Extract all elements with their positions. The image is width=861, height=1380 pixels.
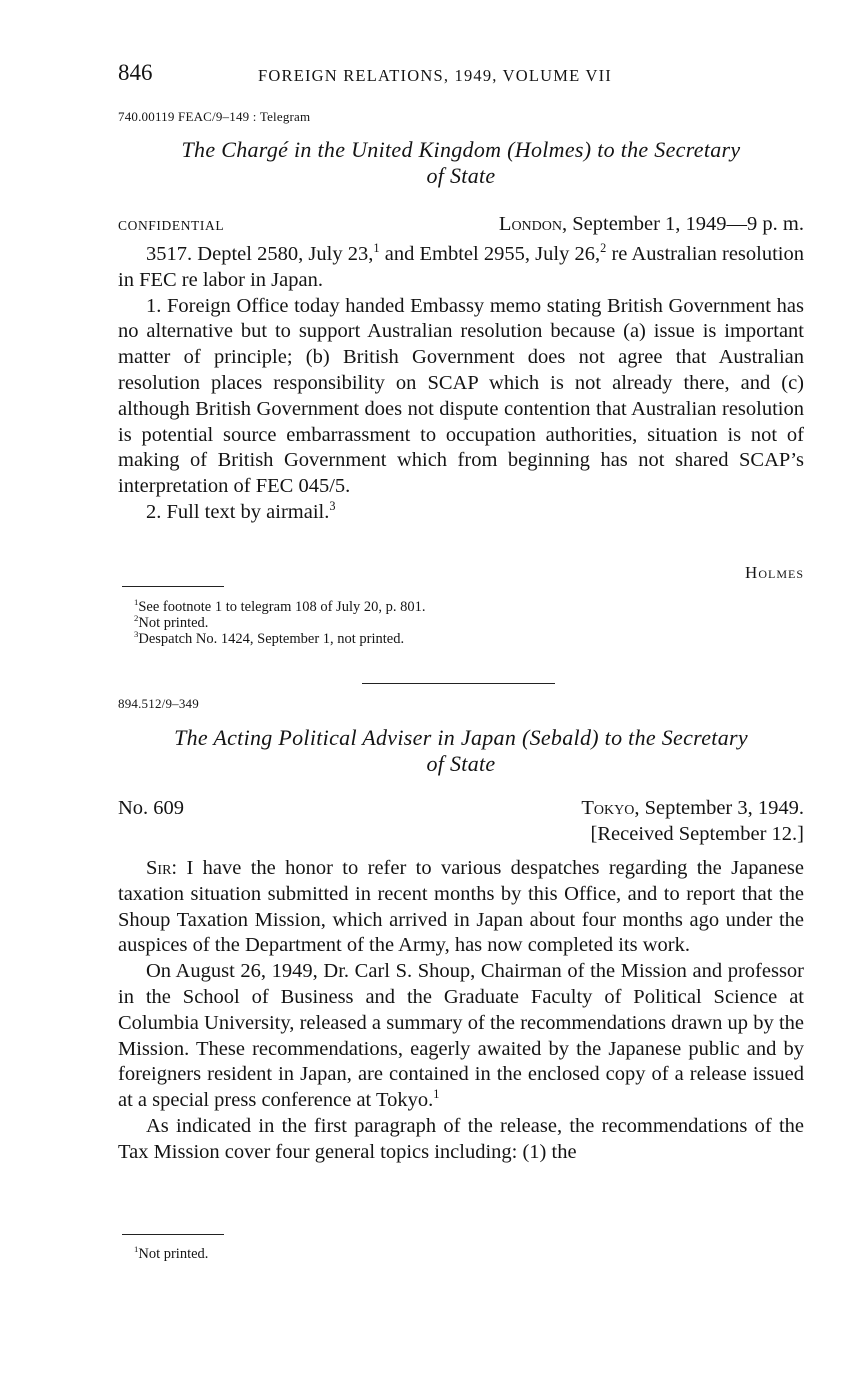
doc2-body <box>118 856 804 1166</box>
doc2-title-line1: The Acting Political Adviser in Japan (Sebald) to the Secretary <box>174 725 748 750</box>
doc1-dateline-city: London <box>498 213 562 235</box>
doc2-paragraph-3: As indicated in the first paragraph of the release, the recommendations of the Tax Mission cover four general topics including: (1) the <box>118 1114 804 1163</box>
footnote <box>134 631 425 647</box>
received-note: [Received September 12.] <box>590 823 804 845</box>
doc2-para1-text: : I have the honor to refer to various despatches regarding the Japanese taxation situation submitted in recent months by this Office, and to report that the Shoup Taxation Mission, which arrived in Japan about four months ago under the auspices of the Department of the Army, has now completed its work. <box>118 857 804 957</box>
footnote-ref: 2 <box>600 241 607 256</box>
doc2-footnotes <box>134 1246 208 1262</box>
doc1-file-reference: 740.00119 FEAC/9–149 : Telegram <box>118 109 311 124</box>
footnote-mark: 2 <box>134 613 139 624</box>
doc2-title <box>118 725 804 777</box>
doc1-para3-text: 2. Full text by airmail. <box>146 500 330 523</box>
footnote-mark: 1 <box>134 1244 139 1255</box>
doc1-footnotes <box>134 599 425 647</box>
doc2-title-line2: of State <box>426 751 496 776</box>
footnote-rule <box>122 1234 224 1235</box>
doc2-file-reference: 894.512/9–349 <box>118 696 199 711</box>
footnote-ref: 1 <box>373 241 380 256</box>
doc2-dateline-city: Tokyo <box>581 797 635 819</box>
footnote-mark: 1 <box>134 597 139 608</box>
doc2-para2-text: On August 26, 1949, Dr. Carl S. Shoup, Chairman of the Mission and professor in the School of Business and the Graduate Faculty of Political Science at Columbia University, released a summary of the recommendations drawn up by the Mission. These recommendations, eagerly awaited by the Japanese public and by foreigners resident in Japan, are contained in the enclosed copy of a release issued at a special press conference at Tokyo. <box>118 960 804 1112</box>
footnote-rule <box>122 586 224 587</box>
footnote <box>134 1246 208 1262</box>
footnote-ref: 3 <box>329 499 336 514</box>
doc1-para1-text-c: re Australian resolution in FEC re labor in Japan. <box>118 243 804 291</box>
doc1-dateline <box>499 213 804 236</box>
doc1-title-line2: of State <box>426 163 496 188</box>
doc1-header-row <box>118 213 804 236</box>
doc1-title <box>118 137 804 189</box>
footnote-text: Not printed. <box>138 1246 209 1262</box>
doc1-para1-text-b: and Embtel 2955, July 26, <box>379 243 601 265</box>
footnote-text: Despatch No. 1424, September 1, not printed. <box>138 631 405 647</box>
doc2-dateline <box>581 797 804 820</box>
footnote <box>134 615 425 631</box>
doc1-body <box>118 242 804 526</box>
doc1-title-line1: The Chargé in the United Kingdom (Holmes) to the Secretary <box>181 137 741 162</box>
footnote <box>134 599 425 615</box>
doc1-paragraph-2: 1. Foreign Office today handed Embassy memo stating British Government has no alternative but to support Australian resolution because (a) issue is important matter of principle; (b) British Government does not agree that Australian resolution places responsibility on SCAP which is not already there, and (c) although British Government does not dispute contention that Australian resolution is potential source embarrassment to occupation authorities, situation is not of making of British Government which from beginning has not shared SCAP’s interpretation of FEC 045/5. <box>118 294 804 498</box>
doc2-header-row <box>118 797 804 820</box>
running-title: FOREIGN RELATIONS, 1949, VOLUME VII <box>258 66 612 85</box>
doc1-signature: Holmes <box>745 563 804 582</box>
page-number: 846 <box>118 60 153 85</box>
classification-label: CONFIDENTIAL <box>118 218 225 233</box>
doc1-dateline-rest: , September 1, 1949—9 p. m. <box>562 213 804 235</box>
doc1-para1-text-a: 3517. Deptel 2580, July 23, <box>146 243 374 265</box>
despatch-number: No. 609 <box>118 797 185 819</box>
doc2-dateline-rest: , September 3, 1949. <box>634 797 804 819</box>
salutation: Sir <box>146 857 172 879</box>
doc2-paragraph-2 <box>118 959 804 1114</box>
doc1-paragraph-1 <box>118 242 804 294</box>
document-separator <box>362 683 555 684</box>
doc2-paragraph-1 <box>118 856 804 959</box>
footnote-text: Not printed. <box>138 615 209 631</box>
footnote-ref: 1 <box>433 1087 440 1102</box>
footnote-mark: 3 <box>134 629 139 640</box>
footnote-text: See footnote 1 to telegram 108 of July 20, p. 801. <box>138 599 426 615</box>
doc1-paragraph-3 <box>118 500 804 526</box>
